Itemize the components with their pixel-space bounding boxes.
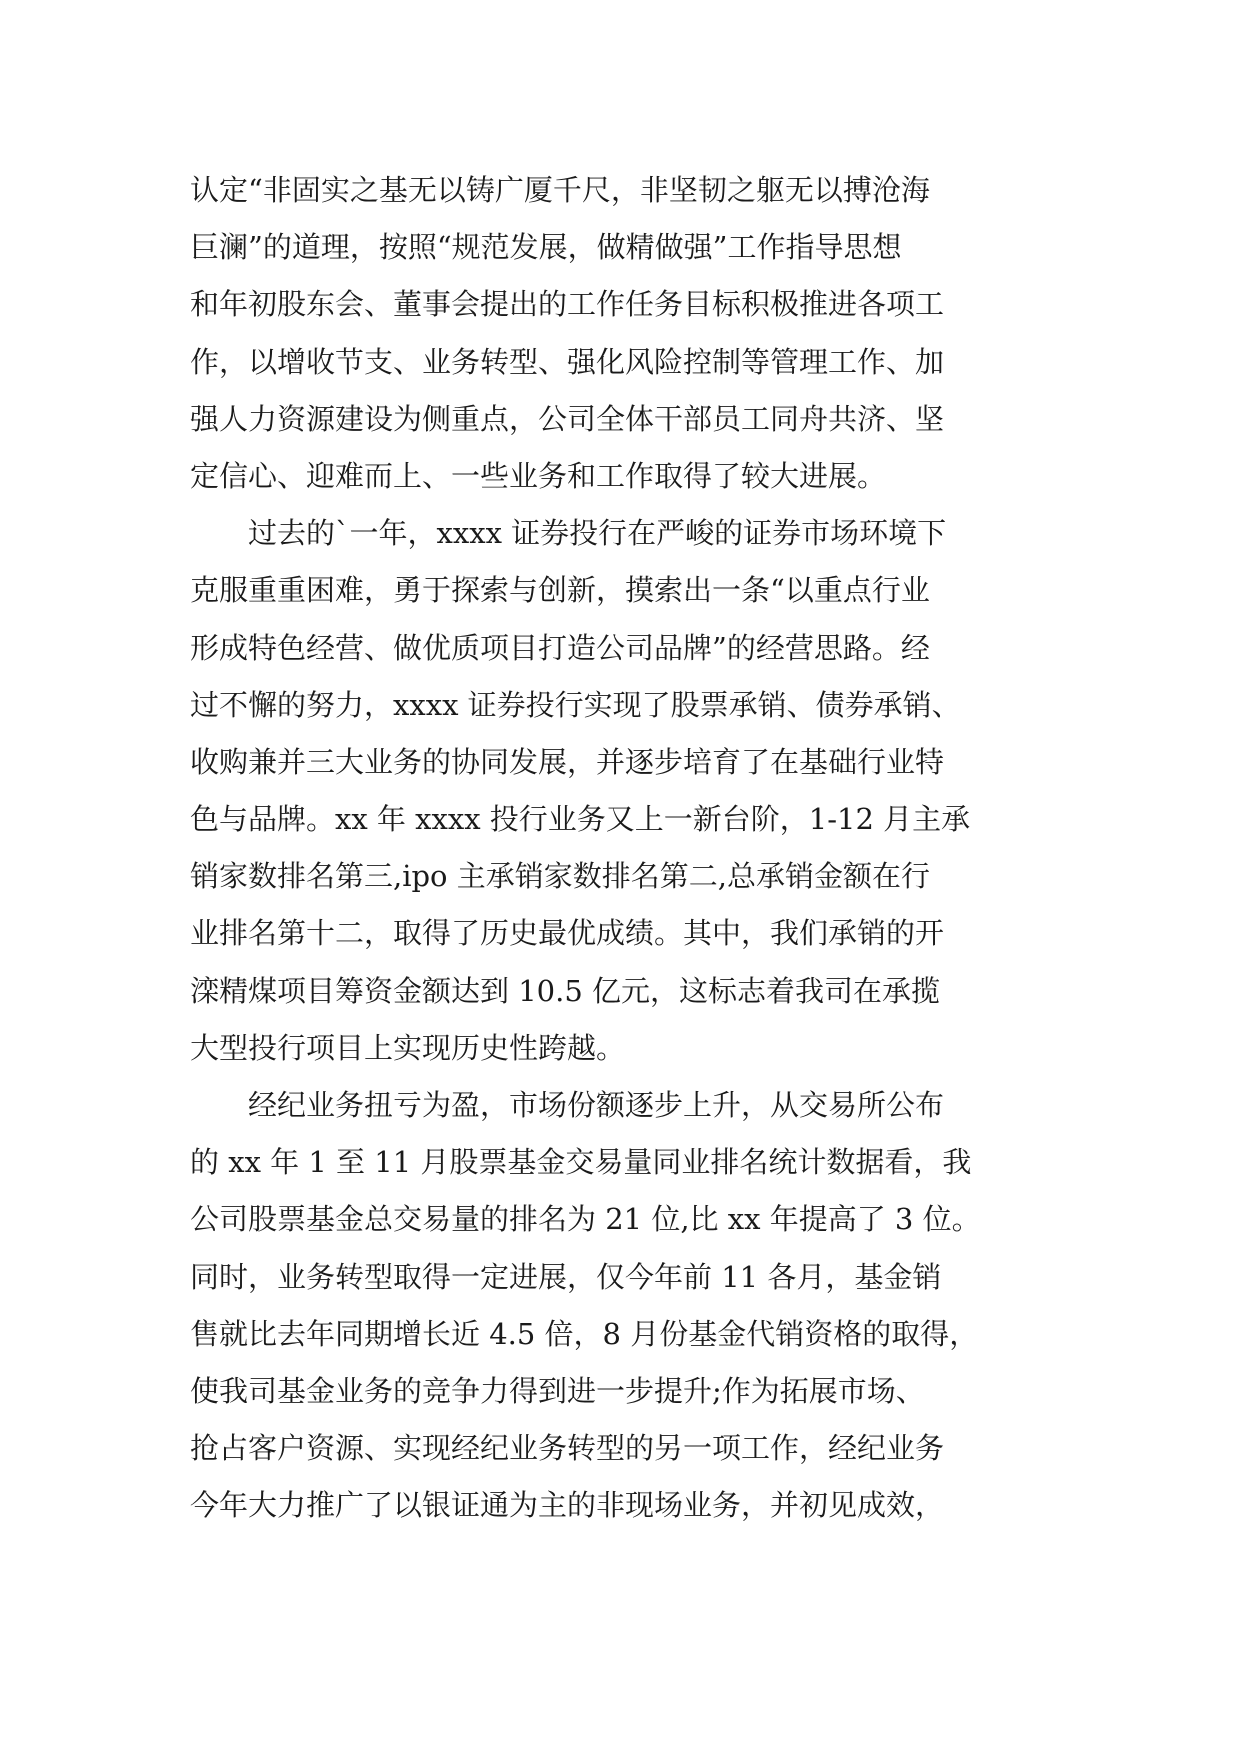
text-line: 经纪业务扭亏为盈，市场份额逐步上升，从交易所公布 [248, 1088, 945, 1122]
text-line: 克服重重困难，勇于探索与创新，摸索出一条“以重点行业 [190, 573, 930, 608]
text-line: 售就比去年同期增长近 4.5 倍，8 月份基金代销资格的取得， [190, 1316, 979, 1351]
text-line: 公司股票基金总交易量的排名为 21 位,比 xx 年提高了 3 位。 [190, 1202, 981, 1237]
text-line: 大型投行项目上实现历史性跨越。 [190, 1030, 626, 1065]
text-line: 同时，业务转型取得一定进展，仅今年前 11 各月，基金销 [190, 1259, 942, 1294]
text-line: 滦精煤项目筹资金额达到 10.5 亿元，这标志着我司在承揽 [190, 973, 941, 1008]
paragraph-3 [190, 1077, 1070, 1535]
text-line: 巨澜”的道理，按照“规范发展，做精做强”工作指导思想 [190, 230, 902, 265]
text-line: 过不懈的努力，xxxx 证券投行实现了股票承销、债券承销、 [190, 687, 961, 722]
text-line: 销家数排名第三,ipo 主承销家数排名第二,总承销金额在行 [190, 859, 930, 894]
text-line: 认定“非固实之基无以铸广厦千尺，非坚韧之躯无以搏沧海 [190, 173, 930, 207]
paragraph-2 [190, 505, 1070, 1077]
text-line: 强人力资源建设为侧重点，公司全体干部员工同舟共济、坚 [190, 401, 945, 436]
text-line: 作，以增收节支、业务转型、强化风险控制等管理工作、加 [190, 344, 945, 379]
text-line: 和年初股东会、董事会提出的工作任务目标积极推进各项工 [190, 287, 945, 322]
text-line: 色与品牌。xx 年 xxxx 投行业务又上一新台阶，1-12 月主承 [190, 802, 971, 837]
document-body [190, 162, 1070, 1535]
text-line: 形成特色经营、做优质项目打造公司品牌”的经营思路。经 [190, 630, 930, 665]
text-line: 业排名第十二，取得了历史最优成绩。其中，我们承销的开 [190, 916, 945, 951]
text-line: 今年大力推广了以银证通为主的非现场业务，并初见成效， [190, 1488, 945, 1523]
paragraph-1 [190, 162, 1070, 505]
text-line: 收购兼并三大业务的协同发展，并逐步培育了在基础行业特 [190, 744, 945, 779]
text-line: 使我司基金业务的竞争力得到进一步提升;作为拓展市场、 [190, 1373, 925, 1408]
text-line: 的 xx 年 1 至 11 月股票基金交易量同业排名统计数据看，我 [190, 1145, 972, 1180]
text-line: 过去的`一年，xxxx 证券投行在严峻的证券市场环境下 [248, 516, 947, 551]
text-line: 定信心、迎难而上、一些业务和工作取得了较大进展。 [190, 458, 887, 493]
text-line: 抢占客户资源、实现经纪业务转型的另一项工作，经纪业务 [190, 1431, 945, 1466]
